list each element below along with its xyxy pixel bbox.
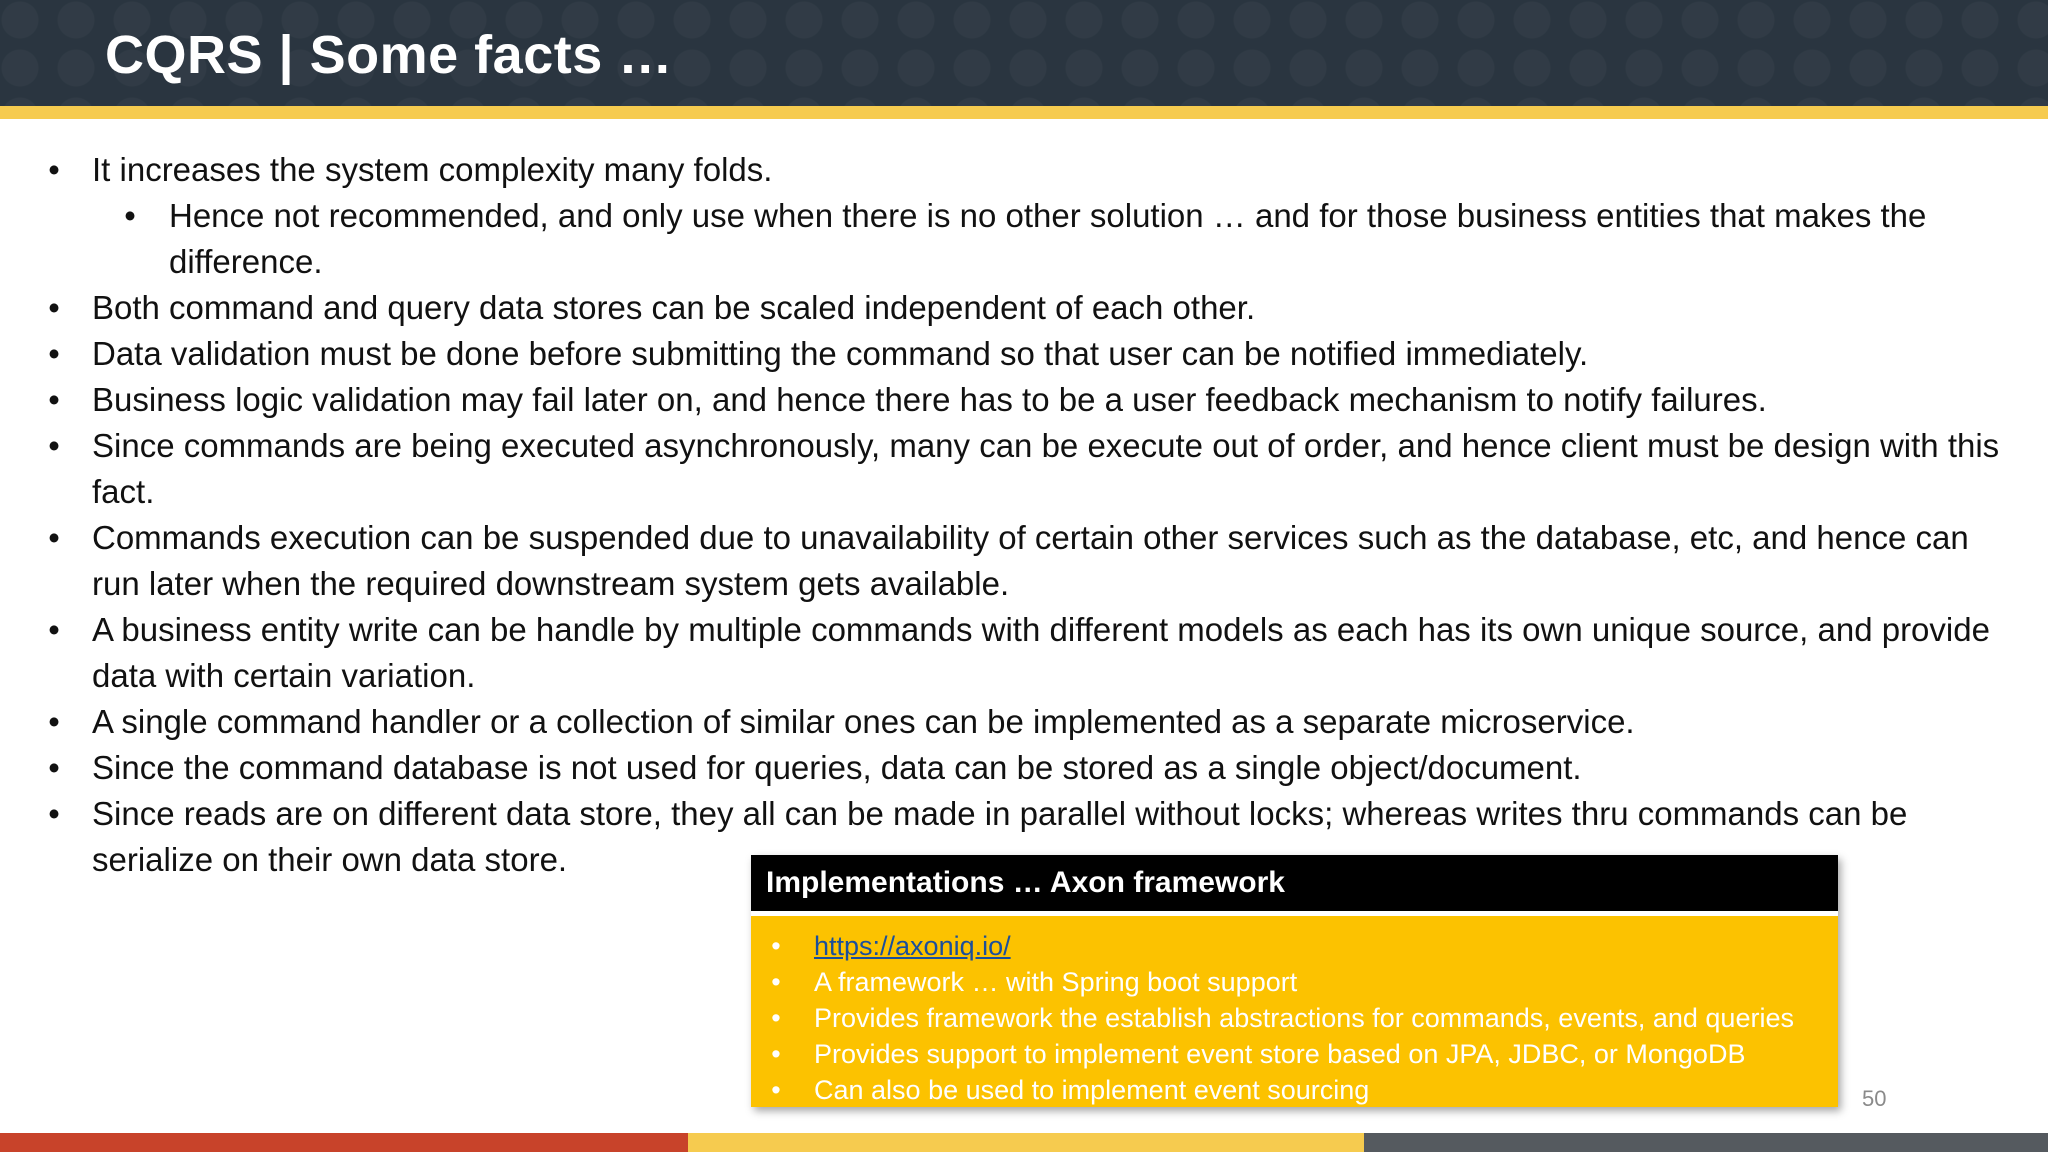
bullet-icon: • — [771, 1003, 781, 1033]
bullet-text: Business logic validation may fail later on, and hence there has to be a user feedback mechanism to notify failures. — [92, 381, 1767, 418]
bullet-text: Since commands are being executed asynchronously, many can be execute out of order, and hence client must be design with this fact. — [92, 427, 2000, 510]
bullet-item — [0, 423, 2048, 515]
bullet-item — [0, 147, 2048, 193]
bullet-icon: • — [48, 335, 60, 372]
bullet-icon: • — [771, 967, 781, 997]
footer-bar-yellow — [688, 1133, 1364, 1152]
bullet-item — [0, 607, 2048, 699]
header-accent-stripe — [0, 106, 2048, 119]
bullet-icon: • — [771, 1039, 781, 1069]
bullet-list — [0, 147, 2048, 883]
bullet-icon: • — [48, 519, 60, 556]
axoniq-link[interactable]: https://axoniq.io/ — [814, 931, 1011, 961]
slide-header — [0, 0, 2048, 106]
callout-item-text: A framework … with Spring boot support — [814, 967, 1298, 997]
sub-bullet-item — [0, 193, 2048, 285]
bullet-item — [0, 285, 2048, 331]
bullet-icon: • — [771, 1075, 781, 1105]
callout-list-item — [751, 1072, 1838, 1108]
bullet-icon: • — [48, 427, 60, 464]
bullet-text: Data validation must be done before submitting the command so that user can be notified immediately. — [92, 335, 1589, 372]
callout-list-item — [751, 928, 1838, 964]
bullet-icon: • — [48, 749, 60, 786]
bullet-icon: • — [48, 381, 60, 418]
bullet-item — [0, 515, 2048, 607]
bullet-icon: • — [124, 197, 136, 234]
bullet-icon: • — [771, 931, 781, 961]
axon-framework-callout — [751, 855, 1838, 1107]
page-number: 50 — [1862, 1086, 1887, 1111]
callout-body — [751, 916, 1838, 1107]
bullet-icon: • — [48, 703, 60, 740]
callout-list-item — [751, 1036, 1838, 1072]
bullet-item — [0, 331, 2048, 377]
footer-bar-red — [0, 1133, 688, 1152]
callout-title: Implementations … Axon framework — [751, 855, 1838, 911]
bullet-text: Commands execution can be suspended due to unavailability of certain other services such as the database, etc, and hence can run later when the required downstream system gets available. — [92, 519, 1969, 602]
callout-item-text: Can also be used to implement event sourcing — [814, 1075, 1370, 1105]
bullet-text: It increases the system complexity many folds. — [92, 151, 773, 188]
bullet-text: Since the command database is not used for queries, data can be stored as a single object/document. — [92, 749, 1582, 786]
slide-title: CQRS | Some facts … — [105, 25, 673, 85]
bullet-text: Both command and query data stores can be scaled independent of each other. — [92, 289, 1256, 326]
callout-item-text: Provides framework the establish abstractions for commands, events, and queries — [814, 1003, 1794, 1033]
callout-list-item — [751, 964, 1838, 1000]
bullet-icon: • — [48, 611, 60, 648]
bullet-item — [0, 377, 2048, 423]
footer-bar-gray — [1364, 1133, 2048, 1152]
bullet-icon: • — [48, 151, 60, 188]
bullet-text: A business entity write can be handle by multiple commands with different models as each has its own unique source, and provide data with certain variation. — [92, 611, 1990, 694]
bullet-text: Since reads are on different data store, they all can be made in parallel without locks; whereas writes thru commands can be serialize on their own data store. — [92, 795, 1908, 878]
bullet-icon: • — [48, 289, 60, 326]
bullet-item — [0, 699, 2048, 745]
bullet-text: A single command handler or a collection of similar ones can be implemented as a separate microservice. — [92, 703, 1635, 740]
callout-list-item — [751, 1000, 1838, 1036]
callout-item-text: Provides support to implement event store based on JPA, JDBC, or MongoDB — [814, 1039, 1746, 1069]
bullet-item — [0, 745, 2048, 791]
bullet-icon: • — [48, 795, 60, 832]
bullet-text: Hence not recommended, and only use when there is no other solution … and for those business entities that makes the difference. — [169, 197, 1927, 280]
